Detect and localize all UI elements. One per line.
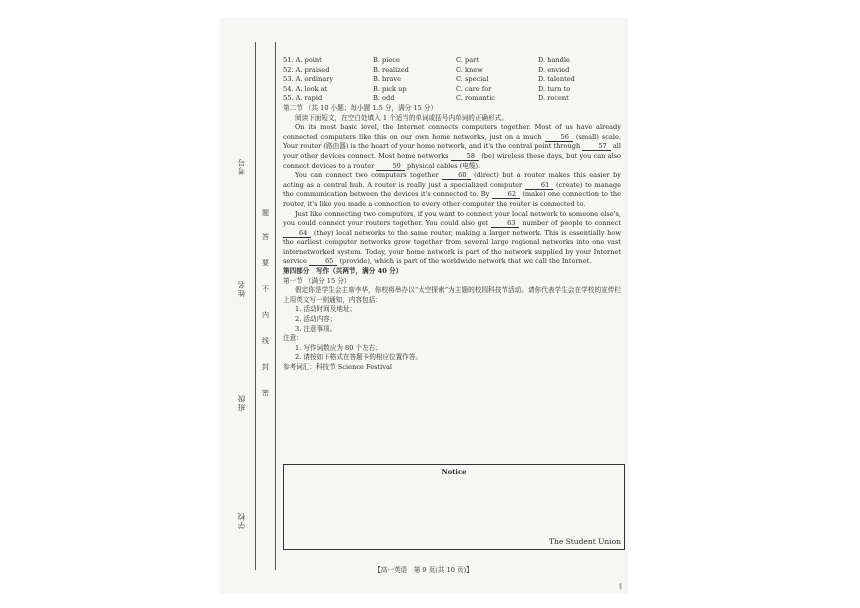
option-a: 55. A. rapid <box>283 94 323 103</box>
seal-char: 线 <box>262 337 269 345</box>
passage-paragraph-3: Just like connecting two computers, if you want to connect your local network to someone else's, you could connect your routers together. You could also get 63 number of people to connect 64 (they) local networks to the same router, making a larger network. This is essentially how the earliest computer networks grew together from several large regional networks into one vast internetworked system. Today, your home network is part of the network supplied by your Internet service 65 (provide), which is part of the worldwide network that we call the Internet. <box>283 209 621 266</box>
exam-number-label: 考号 <box>237 158 246 175</box>
school-label: 学校 <box>237 512 246 529</box>
note-item: 1. 写作词数应为 80 个左右； <box>295 343 382 352</box>
blank-65[interactable]: 65 <box>309 257 337 266</box>
question-content <box>283 56 621 373</box>
blank-56[interactable]: 56 <box>545 133 573 142</box>
passage-paragraph-1: On its most basic level, the Internet connects computers together. Most of us have already connected computers like this on our own home networks, just on a much 56 (small) scale. Your router (路由器) is the heart of your home network, and it's the central point through 57 all your other devices connect. Most home networks 58 (be) wireless these days, but you can also connect devices to a router 59 physical cables (电缆). <box>283 123 621 170</box>
option-c: C. knew <box>456 65 483 74</box>
seal-char: 内 <box>262 311 269 319</box>
blank-60[interactable]: 60 <box>442 171 470 180</box>
seal-char: 密 <box>262 389 269 397</box>
note-label: 注意： <box>283 334 303 343</box>
option-row <box>283 75 621 85</box>
seal-char: 题 <box>262 209 269 217</box>
seal-char: 答 <box>262 233 269 241</box>
blank-63[interactable]: 63 <box>491 219 519 228</box>
section2-instruction: 阅读下面短文，在空白处填入 1 个适当的单词或括号内单词的正确形式。 <box>295 113 508 122</box>
section2-heading: 第二节 （共 10 小题；每小题 1.5 分，满分 15 分） <box>283 103 438 112</box>
option-b: B. pick up <box>373 84 407 93</box>
option-d: D. recent <box>538 94 569 103</box>
seal-char: 封 <box>262 363 269 371</box>
option-row <box>283 66 621 76</box>
option-d: D. turn to <box>538 84 571 93</box>
page-footer: 【高一英语 第 9 页(共 10 页)】 <box>374 566 473 574</box>
option-a: 51. A. point <box>283 56 322 64</box>
option-row <box>283 85 621 95</box>
name-label: 姓名 <box>237 280 246 297</box>
blank-57[interactable]: 57 <box>582 142 610 151</box>
corner-mark: ‖ <box>619 583 622 590</box>
option-b: B. realized <box>373 65 409 74</box>
part4-heading: 第四部分 写作（共两节，满分 40 分） <box>283 267 403 276</box>
option-row <box>283 94 621 104</box>
binding-line-inner <box>275 42 276 570</box>
blank-61[interactable]: 61 <box>525 181 553 190</box>
option-a: 53. A. ordinary <box>283 75 334 84</box>
option-c: C. special <box>456 75 489 84</box>
seal-char: 不 <box>262 285 269 293</box>
blank-64[interactable]: 64 <box>283 229 311 238</box>
reference-vocab: 参考词汇：科技节 Science Festival <box>283 363 393 371</box>
blank-62[interactable]: 62 <box>492 190 520 199</box>
exam-sheet <box>219 18 628 594</box>
option-c: C. part <box>456 56 479 64</box>
blank-58[interactable]: 58 <box>451 152 479 161</box>
option-b: B. brave <box>373 75 401 84</box>
note-item: 2. 请按如下格式在答题卡的相应位置作答。 <box>295 353 423 362</box>
option-b: B. odd <box>373 94 395 103</box>
part4-subheading: 第一节 （满分 15 分） <box>283 276 351 285</box>
option-b: B. piece <box>373 56 400 64</box>
passage-paragraph-2: You can connect two computers together 60 (direct) but a router makes this easier by acting as a central hub. A router is really just a specialized computer 61 (create) to manage the communication between the devices it's connected to. By 62 (make) one connection to the router, it's like you made a connection to every other computer the router is connected to. <box>283 171 621 208</box>
option-a: 52. A. praised <box>283 65 330 74</box>
binding-line-outer <box>255 42 256 570</box>
prompt-item: 3. 注意事项。 <box>295 324 337 333</box>
option-d: D. envied <box>538 65 570 74</box>
notice-answer-box[interactable] <box>283 464 625 550</box>
option-d: D. handle <box>538 56 570 64</box>
blank-59[interactable]: 59 <box>376 162 404 171</box>
notice-title: Notice <box>441 468 467 476</box>
option-row <box>283 56 621 66</box>
seal-char: 要 <box>262 259 269 267</box>
prompt-item: 1. 活动时间及地址； <box>295 305 357 314</box>
option-a: 54. A. look at <box>283 84 328 93</box>
prompt-item: 2. 活动内容； <box>295 315 337 324</box>
option-c: C. romantic <box>456 94 496 103</box>
option-d: D. talented <box>538 75 575 84</box>
notice-signature: The Student Union <box>548 537 621 546</box>
option-c: C. care for <box>456 84 492 93</box>
writing-prompt: 假定你是学生会主席李华，你校将举办以“太空探索”为主题的校园科技节活动。请你代表学生会在学校的宣传栏上用英文写一则通知，内容包括： <box>283 286 621 304</box>
class-label: 班级 <box>237 394 246 411</box>
